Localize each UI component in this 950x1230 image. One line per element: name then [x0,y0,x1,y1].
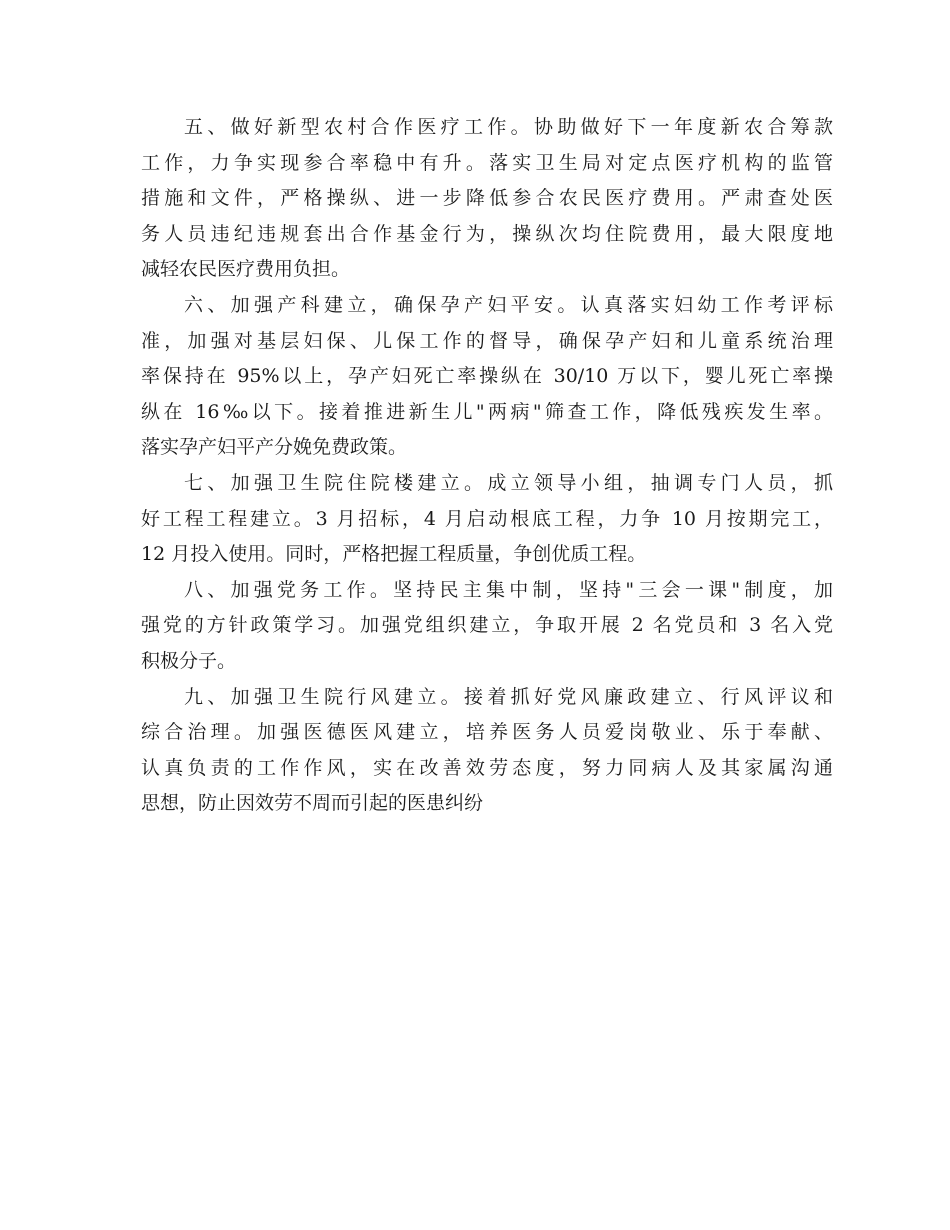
paragraph-line: 积极分子。 [141,649,237,672]
paragraph-line: 率保持在 95%以上，孕产妇死亡率操纵在 30/10 万以下，婴儿死亡率操 [141,365,833,388]
document-body [141,110,833,822]
paragraph-line: 五、做好新型农村合作医疗工作。协助做好下一年度新农合筹款 [184,116,833,138]
paragraph-line: 好工程工程建立。3 月招标，4 月启动根底工程，力争 10 月按期完工， [141,507,833,530]
paragraph-line: 九、加强卫生院行风建立。接着抓好党风廉政建立、行风评议和 [184,685,833,708]
paragraph-line: 减轻农民医疗费用负担。 [141,258,351,281]
paragraph-line: 务人员违纪违规套出合作基金行为，操纵次均住院费用，最大限度地 [141,222,833,245]
paragraph-line: 六、加强产科建立，确保孕产妇平安。认真落实妇幼工作考评标 [184,293,833,316]
paragraph-line: 纵在 16‰以下。接着推进新生儿"两病"筛查工作，降低残疾发生率。 [141,400,833,423]
paragraph-line: 12 月投入使用。同时，严格把握工程质量，争创优质工程。 [141,543,647,566]
paragraph-line: 认真负责的工作作风，实在改善效劳态度，努力同病人及其家属沟通 [141,756,833,779]
paragraph-9-conduct [141,680,833,822]
paragraph-6-obstetrics [141,288,833,466]
paragraph-line: 综合治理。加强医德医风建立，培养医务人员爱岗敬业、乐于奉献、 [141,721,833,744]
paragraph-line: 强党的方针政策学习。加强党组织建立，争取开展 2 名党员和 3 名入党 [141,614,833,637]
paragraph-line: 准，加强对基层妇保、儿保工作的督导，确保孕产妇和儿童系统治理 [141,329,833,352]
paragraph-8-party-affairs [141,573,833,680]
paragraph-line: 思想，防止因效劳不周而引起的医患纠纷 [141,792,484,815]
paragraph-5-rural-medical-cooperative [141,110,833,288]
paragraph-line: 工作，力争实现参合率稳中有升。落实卫生局对定点医疗机构的监管 [141,151,833,174]
paragraph-line: 八、加强党务工作。坚持民主集中制，坚持"三会一课"制度，加 [184,578,833,601]
paragraph-7-inpatient-building [141,466,833,573]
paragraph-line: 措施和文件，严格操纵、进一步降低参合农民医疗费用。严肃查处医 [141,187,833,210]
paragraph-line: 落实孕产妇平产分娩免费政策。 [141,436,408,459]
paragraph-line: 七、加强卫生院住院楼建立。成立领导小组，抽调专门人员，抓 [184,471,833,494]
